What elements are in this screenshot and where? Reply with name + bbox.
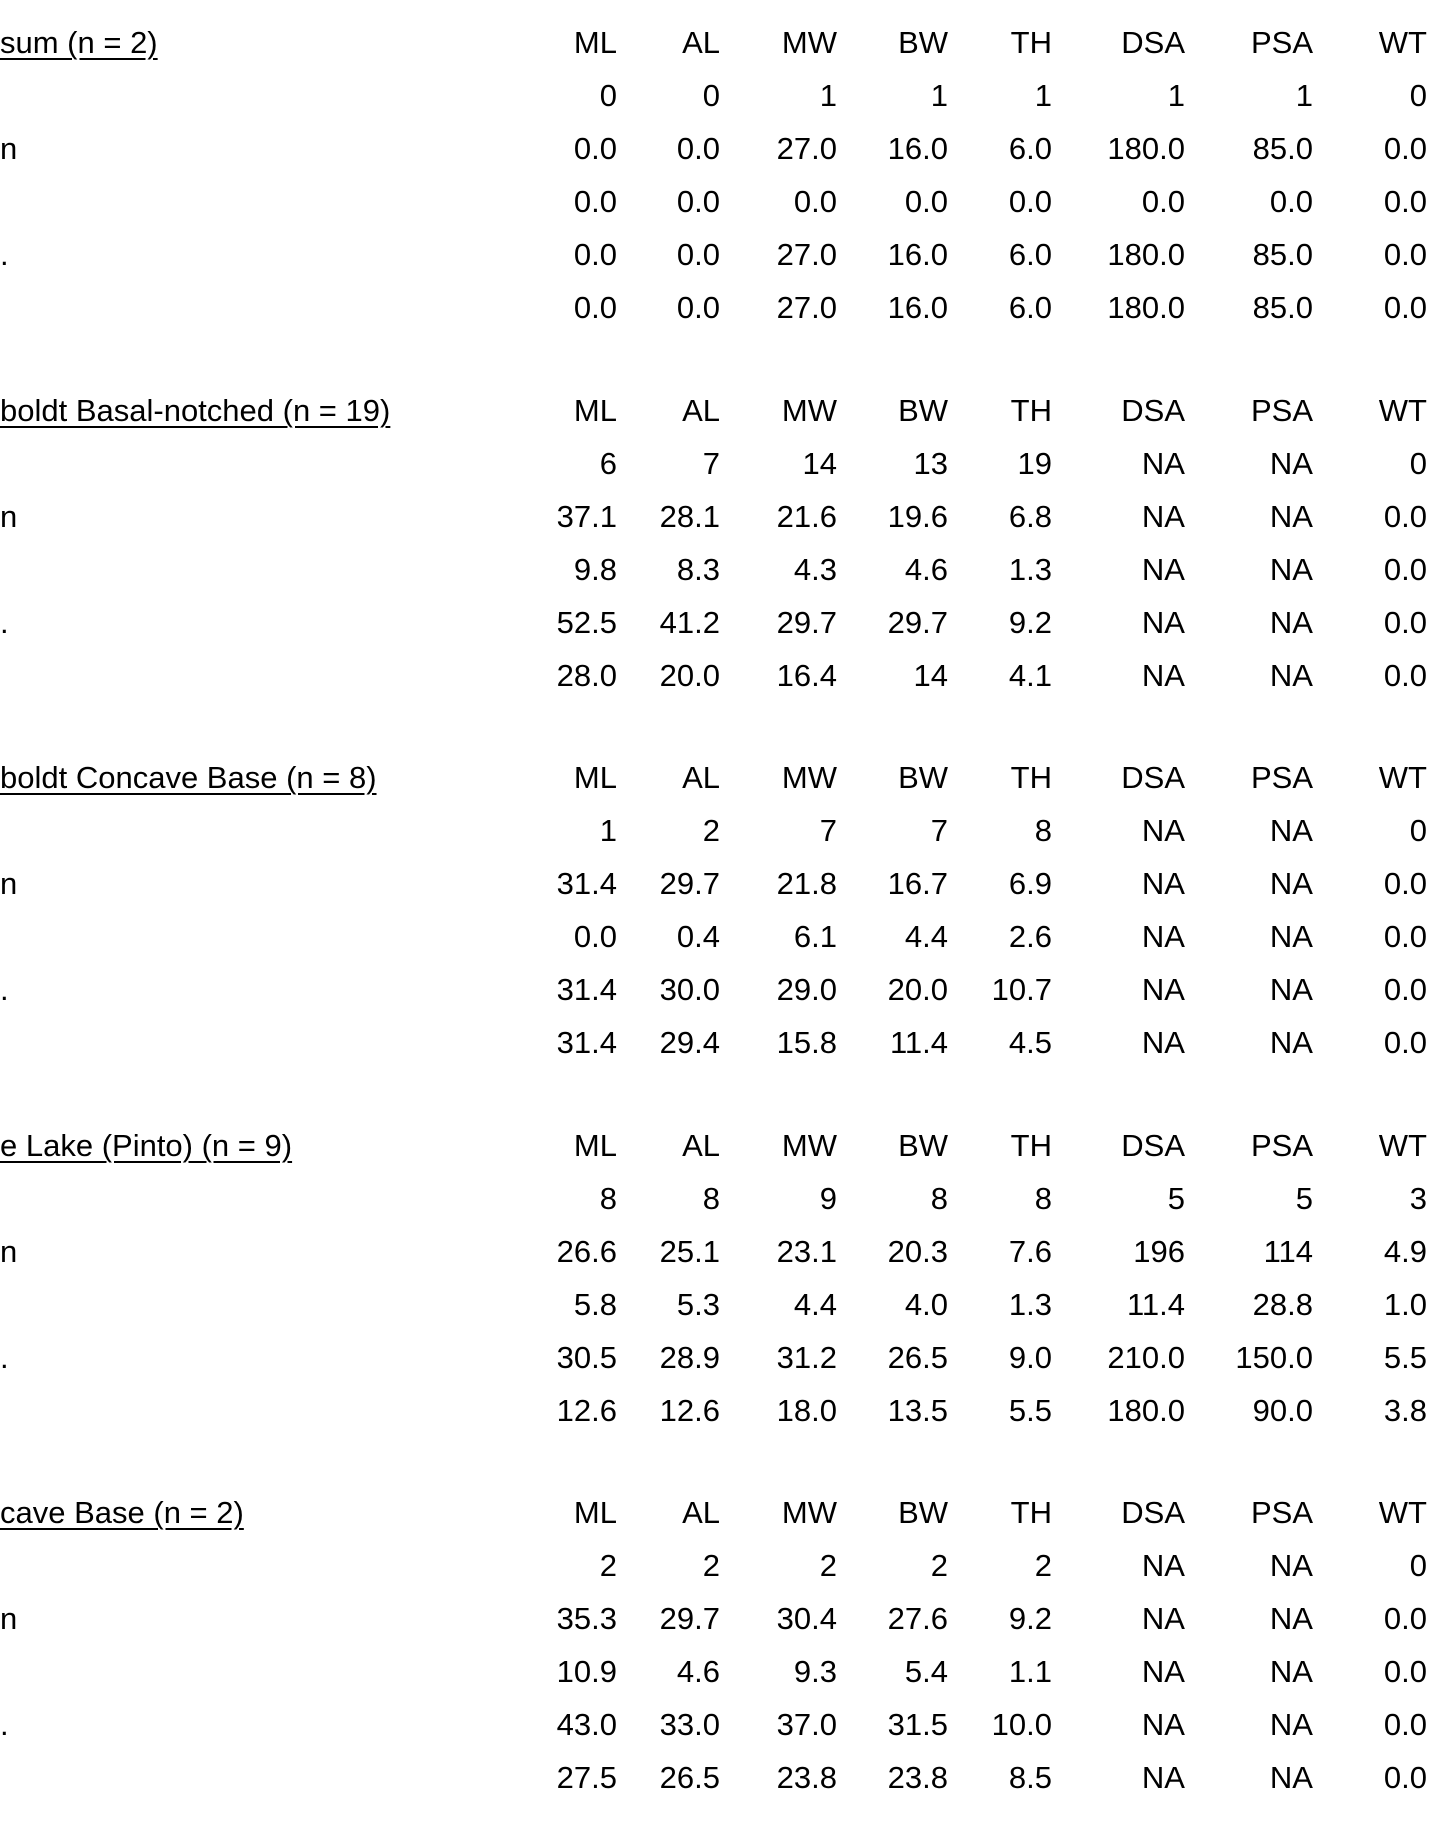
cell-dsa: 196: [1133, 1234, 1185, 1269]
cell-mw: 0.0: [793, 184, 837, 219]
cell-psa: 150.0: [1235, 1340, 1313, 1375]
cell-wt: 0.0: [1383, 972, 1427, 1007]
cell-psa: 85.0: [1252, 237, 1313, 272]
column-header-ml: ML: [573, 393, 617, 428]
cell-ml: 28.0: [556, 658, 617, 693]
cell-th: 8.5: [1008, 1760, 1052, 1795]
cell-th: 8: [1034, 813, 1052, 848]
cell-psa: 85.0: [1252, 290, 1313, 325]
cell-psa: 114: [1263, 1234, 1313, 1269]
cell-mw: 30.4: [776, 1601, 837, 1636]
table-row: [0, 1331, 1435, 1384]
column-header-th: TH: [1010, 25, 1052, 60]
table-row: [0, 490, 1435, 543]
cell-ml: 8: [599, 1181, 617, 1216]
section-title: boldt Concave Base (n = 8): [0, 760, 377, 795]
column-header-dsa: DSA: [1121, 25, 1185, 60]
cell-ml: 5.8: [573, 1287, 617, 1322]
cell-psa: NA: [1269, 866, 1313, 901]
cell-al: 0.0: [676, 131, 720, 166]
cell-psa: 85.0: [1252, 131, 1313, 166]
cell-psa: 28.8: [1252, 1287, 1313, 1322]
stats-section: [0, 1486, 1435, 1816]
column-header-psa: PSA: [1250, 393, 1313, 428]
cell-psa: NA: [1269, 499, 1313, 534]
cell-wt: 0.0: [1383, 131, 1427, 166]
cell-wt: 1.0: [1383, 1287, 1427, 1322]
table-row: [0, 122, 1435, 175]
cell-dsa: NA: [1141, 1025, 1185, 1060]
table-row: [0, 69, 1435, 122]
cell-wt: 0.0: [1383, 1707, 1427, 1742]
cell-dsa: 0.0: [1141, 184, 1185, 219]
cell-bw: 16.0: [887, 131, 948, 166]
cell-al: 2: [702, 1548, 720, 1583]
stats-section: [0, 751, 1435, 1081]
column-header-wt: WT: [1378, 1128, 1427, 1163]
cell-th: 8: [1034, 1181, 1052, 1216]
cell-al: 29.7: [659, 1601, 720, 1636]
row-label: .: [0, 1340, 9, 1375]
cell-bw: 14: [913, 658, 948, 693]
section-title: boldt Basal-notched (n = 19): [0, 393, 391, 428]
column-header-al: AL: [682, 1495, 720, 1530]
cell-dsa: NA: [1141, 658, 1185, 693]
cell-dsa: NA: [1141, 1601, 1185, 1636]
cell-psa: NA: [1269, 1654, 1313, 1689]
cell-al: 33.0: [659, 1707, 720, 1742]
cell-al: 28.9: [659, 1340, 720, 1375]
row-label: n: [0, 499, 18, 534]
cell-al: 2: [702, 813, 720, 848]
cell-wt: 0: [1409, 813, 1427, 848]
cell-al: 41.2: [659, 605, 720, 640]
cell-dsa: 210.0: [1107, 1340, 1185, 1375]
cell-mw: 27.0: [776, 290, 837, 325]
column-header-bw: BW: [898, 25, 948, 60]
cell-th: 1.3: [1008, 1287, 1052, 1322]
cell-wt: 4.9: [1383, 1234, 1427, 1269]
cell-ml: 0.0: [573, 237, 617, 272]
column-header-bw: BW: [898, 1128, 948, 1163]
section-title: sum (n = 2): [0, 25, 158, 60]
column-header-psa: PSA: [1250, 25, 1313, 60]
column-header-bw: BW: [898, 393, 948, 428]
cell-ml: 35.3: [556, 1601, 617, 1636]
table-row: [0, 543, 1435, 596]
cell-psa: 5: [1295, 1181, 1313, 1216]
cell-dsa: NA: [1141, 1654, 1185, 1689]
cell-dsa: 180.0: [1107, 131, 1185, 166]
cell-psa: NA: [1269, 1760, 1313, 1795]
row-label: .: [0, 1707, 9, 1742]
table-row: [0, 281, 1435, 334]
cell-ml: 0: [599, 78, 617, 113]
cell-wt: 0.0: [1383, 919, 1427, 954]
column-header-mw: MW: [781, 25, 837, 60]
cell-dsa: 180.0: [1107, 290, 1185, 325]
cell-th: 1: [1034, 78, 1052, 113]
cell-mw: 1: [819, 78, 837, 113]
table-row: [0, 1592, 1435, 1645]
cell-th: 9.0: [1008, 1340, 1052, 1375]
cell-wt: 3.8: [1383, 1393, 1427, 1428]
column-header-mw: MW: [781, 1128, 837, 1163]
cell-mw: 23.1: [776, 1234, 837, 1269]
column-header-bw: BW: [898, 760, 948, 795]
cell-mw: 6.1: [793, 919, 837, 954]
column-header-th: TH: [1010, 1495, 1052, 1530]
column-header-al: AL: [682, 1128, 720, 1163]
cell-mw: 27.0: [776, 131, 837, 166]
cell-ml: 1: [599, 813, 617, 848]
column-header-wt: WT: [1378, 393, 1427, 428]
row-label: .: [0, 972, 9, 1007]
cell-mw: 14: [802, 446, 837, 481]
cell-bw: 19.6: [887, 499, 948, 534]
cell-th: 10.7: [991, 972, 1052, 1007]
cell-wt: 0.0: [1383, 1601, 1427, 1636]
cell-ml: 31.4: [556, 972, 617, 1007]
cell-bw: 2: [930, 1548, 948, 1583]
row-label: n: [0, 866, 18, 901]
cell-ml: 27.5: [556, 1760, 617, 1795]
cell-dsa: NA: [1141, 1707, 1185, 1742]
cell-ml: 52.5: [556, 605, 617, 640]
column-header-ml: ML: [573, 1128, 617, 1163]
cell-wt: 0.0: [1383, 184, 1427, 219]
table-row: [0, 1539, 1435, 1592]
cell-mw: 37.0: [776, 1707, 837, 1742]
cell-al: 29.4: [659, 1025, 720, 1060]
cell-mw: 29.0: [776, 972, 837, 1007]
column-header-al: AL: [682, 760, 720, 795]
section-header-row: [0, 1486, 1435, 1539]
cell-bw: 20.3: [887, 1234, 948, 1269]
column-header-mw: MW: [781, 1495, 837, 1530]
cell-mw: 9.3: [793, 1654, 837, 1689]
cell-bw: 20.0: [887, 972, 948, 1007]
cell-th: 7.6: [1008, 1234, 1052, 1269]
cell-ml: 0.0: [573, 184, 617, 219]
cell-th: 9.2: [1008, 605, 1052, 640]
cell-th: 0.0: [1008, 184, 1052, 219]
cell-ml: 26.6: [556, 1234, 617, 1269]
table-row: [0, 175, 1435, 228]
table-row: [0, 910, 1435, 963]
cell-th: 1.1: [1008, 1654, 1052, 1689]
cell-bw: 16.0: [887, 290, 948, 325]
column-header-th: TH: [1010, 760, 1052, 795]
cell-bw: 27.6: [887, 1601, 948, 1636]
cell-mw: 4.4: [793, 1287, 837, 1322]
cell-th: 19: [1017, 446, 1052, 481]
column-header-psa: PSA: [1250, 760, 1313, 795]
cell-wt: 0.0: [1383, 290, 1427, 325]
cell-bw: 4.4: [904, 919, 948, 954]
table-row: [0, 1751, 1435, 1804]
cell-al: 29.7: [659, 866, 720, 901]
cell-ml: 31.4: [556, 1025, 617, 1060]
column-header-ml: ML: [573, 760, 617, 795]
table-row: [0, 1172, 1435, 1225]
cell-ml: 37.1: [556, 499, 617, 534]
cell-bw: 4.6: [904, 552, 948, 587]
cell-wt: 0.0: [1383, 237, 1427, 272]
cell-th: 5.5: [1008, 1393, 1052, 1428]
cell-mw: 21.6: [776, 499, 837, 534]
cell-th: 6.8: [1008, 499, 1052, 534]
cell-al: 0: [702, 78, 720, 113]
cell-bw: 13.5: [887, 1393, 948, 1428]
cell-al: 28.1: [659, 499, 720, 534]
cell-psa: NA: [1269, 919, 1313, 954]
table-row: [0, 1225, 1435, 1278]
cell-th: 1.3: [1008, 552, 1052, 587]
cell-mw: 18.0: [776, 1393, 837, 1428]
cell-mw: 29.7: [776, 605, 837, 640]
cell-dsa: 5: [1167, 1181, 1185, 1216]
cell-al: 20.0: [659, 658, 720, 693]
cell-ml: 10.9: [556, 1654, 617, 1689]
cell-dsa: 180.0: [1107, 237, 1185, 272]
cell-dsa: NA: [1141, 813, 1185, 848]
cell-dsa: 11.4: [1126, 1287, 1185, 1322]
cell-ml: 0.0: [573, 290, 617, 325]
section-header-row: [0, 16, 1435, 69]
table-row: [0, 857, 1435, 910]
column-header-mw: MW: [781, 393, 837, 428]
cell-al: 26.5: [659, 1760, 720, 1795]
cell-psa: 0.0: [1269, 184, 1313, 219]
cell-th: 6.9: [1008, 866, 1052, 901]
table-row: [0, 1645, 1435, 1698]
cell-th: 4.1: [1008, 658, 1052, 693]
cell-al: 0.0: [676, 237, 720, 272]
cell-mw: 15.8: [776, 1025, 837, 1060]
column-header-dsa: DSA: [1121, 393, 1185, 428]
cell-wt: 0.0: [1383, 658, 1427, 693]
cell-th: 6.0: [1008, 290, 1052, 325]
column-header-wt: WT: [1378, 1495, 1427, 1530]
cell-ml: 12.6: [556, 1393, 617, 1428]
cell-bw: 29.7: [887, 605, 948, 640]
cell-ml: 43.0: [556, 1707, 617, 1742]
cell-dsa: NA: [1141, 972, 1185, 1007]
cell-dsa: 1: [1167, 78, 1185, 113]
cell-th: 6.0: [1008, 131, 1052, 166]
cell-ml: 0.0: [573, 919, 617, 954]
cell-dsa: NA: [1141, 499, 1185, 534]
cell-bw: 5.4: [904, 1654, 948, 1689]
column-header-wt: WT: [1378, 760, 1427, 795]
cell-wt: 0.0: [1383, 866, 1427, 901]
cell-mw: 23.8: [776, 1760, 837, 1795]
cell-bw: 11.4: [889, 1025, 948, 1060]
cell-psa: NA: [1269, 1601, 1313, 1636]
table-row: [0, 1698, 1435, 1751]
cell-psa: NA: [1269, 552, 1313, 587]
table-row: [0, 228, 1435, 281]
cell-dsa: NA: [1141, 1548, 1185, 1583]
column-header-psa: PSA: [1250, 1495, 1313, 1530]
cell-mw: 9: [819, 1181, 837, 1216]
cell-mw: 27.0: [776, 237, 837, 272]
cell-psa: NA: [1269, 813, 1313, 848]
table-row: [0, 963, 1435, 1016]
cell-dsa: 180.0: [1107, 1393, 1185, 1428]
cell-al: 0.0: [676, 184, 720, 219]
cell-bw: 8: [930, 1181, 948, 1216]
cell-ml: 2: [599, 1548, 617, 1583]
stats-section: [0, 384, 1435, 714]
cell-th: 4.5: [1008, 1025, 1052, 1060]
cell-wt: 0.0: [1383, 552, 1427, 587]
cell-psa: NA: [1269, 605, 1313, 640]
cell-wt: 0.0: [1383, 499, 1427, 534]
column-header-dsa: DSA: [1121, 760, 1185, 795]
cell-bw: 16.0: [887, 237, 948, 272]
cell-bw: 31.5: [887, 1707, 948, 1742]
stats-section: [0, 16, 1435, 346]
cell-wt: 3: [1409, 1181, 1427, 1216]
cell-al: 30.0: [659, 972, 720, 1007]
cell-dsa: NA: [1141, 605, 1185, 640]
table-row: [0, 437, 1435, 490]
cell-al: 7: [702, 446, 720, 481]
cell-bw: 13: [913, 446, 948, 481]
cell-mw: 2: [819, 1548, 837, 1583]
table-row: [0, 649, 1435, 702]
cell-psa: NA: [1269, 1025, 1313, 1060]
cell-ml: 0.0: [573, 131, 617, 166]
column-header-ml: ML: [573, 1495, 617, 1530]
column-header-al: AL: [682, 25, 720, 60]
cell-mw: 7: [819, 813, 837, 848]
cell-al: 5.3: [676, 1287, 720, 1322]
column-header-dsa: DSA: [1121, 1495, 1185, 1530]
row-label: .: [0, 237, 9, 272]
cell-dsa: NA: [1141, 446, 1185, 481]
cell-wt: 0.0: [1383, 1654, 1427, 1689]
cell-th: 9.2: [1008, 1601, 1052, 1636]
cell-wt: 5.5: [1383, 1340, 1427, 1375]
column-header-wt: WT: [1378, 25, 1427, 60]
table-row: [0, 596, 1435, 649]
cell-psa: 1: [1295, 78, 1313, 113]
column-header-mw: MW: [781, 760, 837, 795]
cell-al: 0.4: [676, 919, 720, 954]
cell-dsa: NA: [1141, 866, 1185, 901]
cell-al: 12.6: [659, 1393, 720, 1428]
cell-wt: 0.0: [1383, 605, 1427, 640]
row-label: n: [0, 1234, 18, 1269]
cell-wt: 0.0: [1383, 1025, 1427, 1060]
cell-bw: 16.7: [887, 866, 948, 901]
cell-ml: 30.5: [556, 1340, 617, 1375]
row-label: n: [0, 131, 18, 166]
cell-bw: 26.5: [887, 1340, 948, 1375]
cell-bw: 4.0: [904, 1287, 948, 1322]
cell-bw: 0.0: [904, 184, 948, 219]
cell-dsa: NA: [1141, 1760, 1185, 1795]
cell-mw: 21.8: [776, 866, 837, 901]
table-row: [0, 1016, 1435, 1069]
section-header-row: [0, 751, 1435, 804]
section-title: cave Base (n = 2): [0, 1495, 244, 1530]
cell-mw: 16.4: [776, 658, 837, 693]
column-header-bw: BW: [898, 1495, 948, 1530]
column-header-ml: ML: [573, 25, 617, 60]
cell-wt: 0.0: [1383, 1760, 1427, 1795]
cell-bw: 1: [930, 78, 948, 113]
cell-psa: NA: [1269, 446, 1313, 481]
cell-wt: 0: [1409, 1548, 1427, 1583]
cell-th: 2: [1034, 1548, 1052, 1583]
cell-psa: 90.0: [1252, 1393, 1313, 1428]
cell-dsa: NA: [1141, 552, 1185, 587]
cell-th: 6.0: [1008, 237, 1052, 272]
cell-bw: 7: [930, 813, 948, 848]
column-header-dsa: DSA: [1121, 1128, 1185, 1163]
cell-ml: 6: [599, 446, 617, 481]
column-header-th: TH: [1010, 393, 1052, 428]
cell-ml: 9.8: [573, 552, 617, 587]
cell-al: 8: [702, 1181, 720, 1216]
row-label: n: [0, 1601, 18, 1636]
cell-th: 10.0: [991, 1707, 1052, 1742]
cell-al: 25.1: [659, 1234, 720, 1269]
cell-al: 0.0: [676, 290, 720, 325]
cell-bw: 23.8: [887, 1760, 948, 1795]
cell-al: 4.6: [676, 1654, 720, 1689]
cell-psa: NA: [1269, 658, 1313, 693]
section-header-row: [0, 1119, 1435, 1172]
cell-dsa: NA: [1141, 919, 1185, 954]
table-row: [0, 804, 1435, 857]
cell-wt: 0: [1409, 78, 1427, 113]
cell-th: 2.6: [1008, 919, 1052, 954]
column-header-th: TH: [1010, 1128, 1052, 1163]
cell-psa: NA: [1269, 1707, 1313, 1742]
cell-mw: 31.2: [776, 1340, 837, 1375]
section-title: e Lake (Pinto) (n = 9): [0, 1128, 293, 1163]
cell-mw: 4.3: [793, 552, 837, 587]
cell-wt: 0: [1409, 446, 1427, 481]
cell-psa: NA: [1269, 972, 1313, 1007]
cell-ml: 31.4: [556, 866, 617, 901]
table-row: [0, 1384, 1435, 1437]
column-header-al: AL: [682, 393, 720, 428]
section-header-row: [0, 384, 1435, 437]
row-label: .: [0, 605, 9, 640]
table-row: [0, 1278, 1435, 1331]
cell-psa: NA: [1269, 1548, 1313, 1583]
cell-al: 8.3: [676, 552, 720, 587]
stats-section: [0, 1119, 1435, 1449]
column-header-psa: PSA: [1250, 1128, 1313, 1163]
